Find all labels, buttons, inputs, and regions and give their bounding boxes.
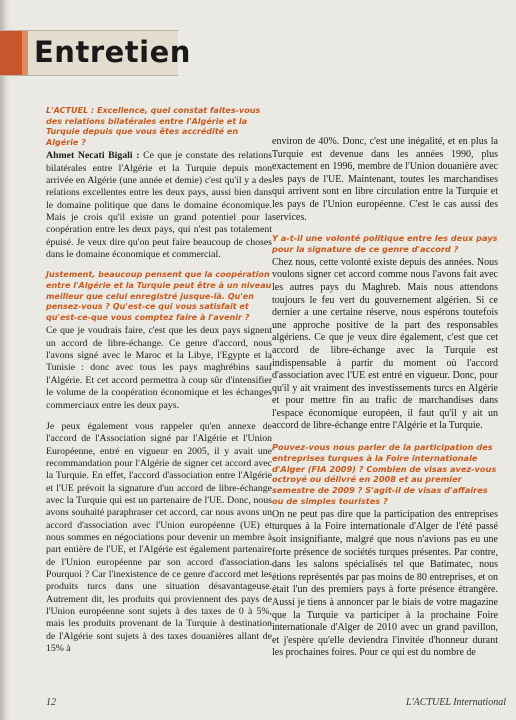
section-header <box>0 30 191 76</box>
section-accent-bar <box>0 31 22 75</box>
section-title: Entretien <box>34 35 191 69</box>
page-fold-shadow <box>0 0 10 720</box>
question-2: Justement, beaucoup pensent que la coopération entre l'Algérie et la Turquie peut être à un niveau meilleur que celui enregistré jusque-là. Qu'en pensez-vous ? Qu'est-ce qui vous satisfait et qu'est-ce-que vous comptez faire à l'avenir ? <box>46 270 272 322</box>
publication-name: L'ACTUEL International <box>405 697 506 708</box>
answer-3-continued: environ de 40%. Donc, c'est une inégalité, et en plus la Turquie est devenue dans les années 1990, plus exactement en 1996, membre de l'Union douanière avec les pays de l'UE. Maintenant, toutes les marchandises qui arrivent sont en libre circulation entre la Turquie et les pays de l'Union européenne. C'est le cas aussi des services. <box>272 136 498 223</box>
question-4: Pouvez-vous nous parler de la participation des entreprises turques à la Foire internationale d'Alger (FIA 2009) ? Combien de visas avez-vous octroyé ou délivré en 2008 et au premier semestre de 2009 ? S'agit-il de visas d'affaires ou de simples touristes ? <box>272 442 497 507</box>
section-accent-stripe <box>22 31 28 75</box>
speaker-name: Ahmet Necati Bigali : <box>46 150 140 162</box>
answer-5: On ne peut pas dire que la participation des entreprises turques à la Foire internationale d'Alger de l'été passé soit insignifiante, malgré que nous n'avions pas eu une forte présence de sociétés turques présentes. Par contre, dans les salons spécialisés tel que Batimatec, nous étions représentés par pas moins de 80 entreprises, et on était l'un des premiers pays à forte présence étrangère. Aussi je tiens à annoncer par le biais de votre magazine que la Turquie va participer à la prochaine Foire internationale d'Alger de 2010 avec un grand pavillon, et j'espère qu'elle deviendra l'invitée d'honneur durant les prochaines foires. Pour ce qui est du nombre de <box>272 508 498 659</box>
answer-4: Chez nous, cette volonté existe depuis des années. Nous voulons signer cet accord comme nous l'avons fait avec les autres pays du Maghreb. Mais nous attendons toujours le feu vert du gouvernement algérien. Si ce dernier a une certaine réserve, nous espérons toutefois une approche positive de la part des responsables algériens. Ce que je veux dire également, c'est que cet accord de libre-échange avec la Turquie est indispensable à partir du moment où l'accord d'association avec l'UE est entré en vigueur. Donc, pour qu'il y ait vraiment des investissements turcs en Algérie et pour mettre fin au trafic de marchandises dans l'espace économique européen, il faut qu'il y ait un accord de libre-échange entre l'Algérie et la Turquie. <box>272 256 498 432</box>
question-1: L'ACTUEL : Excellence, quel constat faites-vous des relations bilatérales entre l'Algérie et la Turquie depuis que vous êtes accrédité en Algérie ? <box>46 106 261 147</box>
right-column <box>272 136 498 669</box>
answer-1-text: Ce que je constate des relations bilatérales entre l'Algérie et la Turquie depuis mon arrivée en Algérie (une année et demie) c'est qu'il y a des relations excellentes entre les deux pays, aussi bien dans le domaine politique que dans le domaine économique. Mais je crois qu'il existe un grand potentiel pour la coopération entre les deux pays, qui n'est pas totalement épuisé. Je veux dire qu'on peut faire beaucoup de choses dans le domaine économique et commercial. <box>46 150 272 261</box>
page-number: 12 <box>46 697 56 708</box>
answer-3: Je peux également vous rappeler qu'en annexe de l'accord de l'Association signé par l'Algérie et l'Union Européenne, entré en vigueur en 2005, il y avait une recommandation pour l'Algérie de signer cet accord avec la Turquie. En effet, l'accord d'association entre l'Algérie et l'UE prévoit la signature d'un accord de libre-échange avec la Turquie qui est un partenaire de l'UE. Donc, nous avons souhaité paraphraser cet accord, car nous avons un accord d'association avec l'Union européenne (UE) et nous sommes en négociations pour devenir un membre à part entière de l'UE, et l'Algérie est également partenaire de l'Union européenne par son accord d'association. Pourquoi ? Car l'inexistence de ce genre d'accord met les produits turcs dans une situation désavantageuse. Autrement dit, les produits qui proviennent des pays de l'Union européenne sont sujets à des taxes de 0 à 5%, mais les produits provenant de la Turquie à destination de l'Algérie sont sujets à des taxes douanières allant de 15% à <box>46 420 272 655</box>
left-column <box>46 106 272 664</box>
question-3: Y a-t-il une volonté politique entre les deux pays pour la signature de ce genre d'accord ? <box>272 233 498 254</box>
answer-1 <box>46 150 272 261</box>
answer-2: Ce que je voudrais faire, c'est que les deux pays signent un accord de libre-échange. Ce genre d'accord, nous l'avons signé avec le Maroc et la Libye, l'Egypte et la Tunisie : donc avec tous les pays maghrébins sauf l'Algérie. Et cet accord permettra à coup sûr d'intensifier le volume de la coopération économique et les échanges commerciaux entre les deux pays. <box>46 325 272 411</box>
